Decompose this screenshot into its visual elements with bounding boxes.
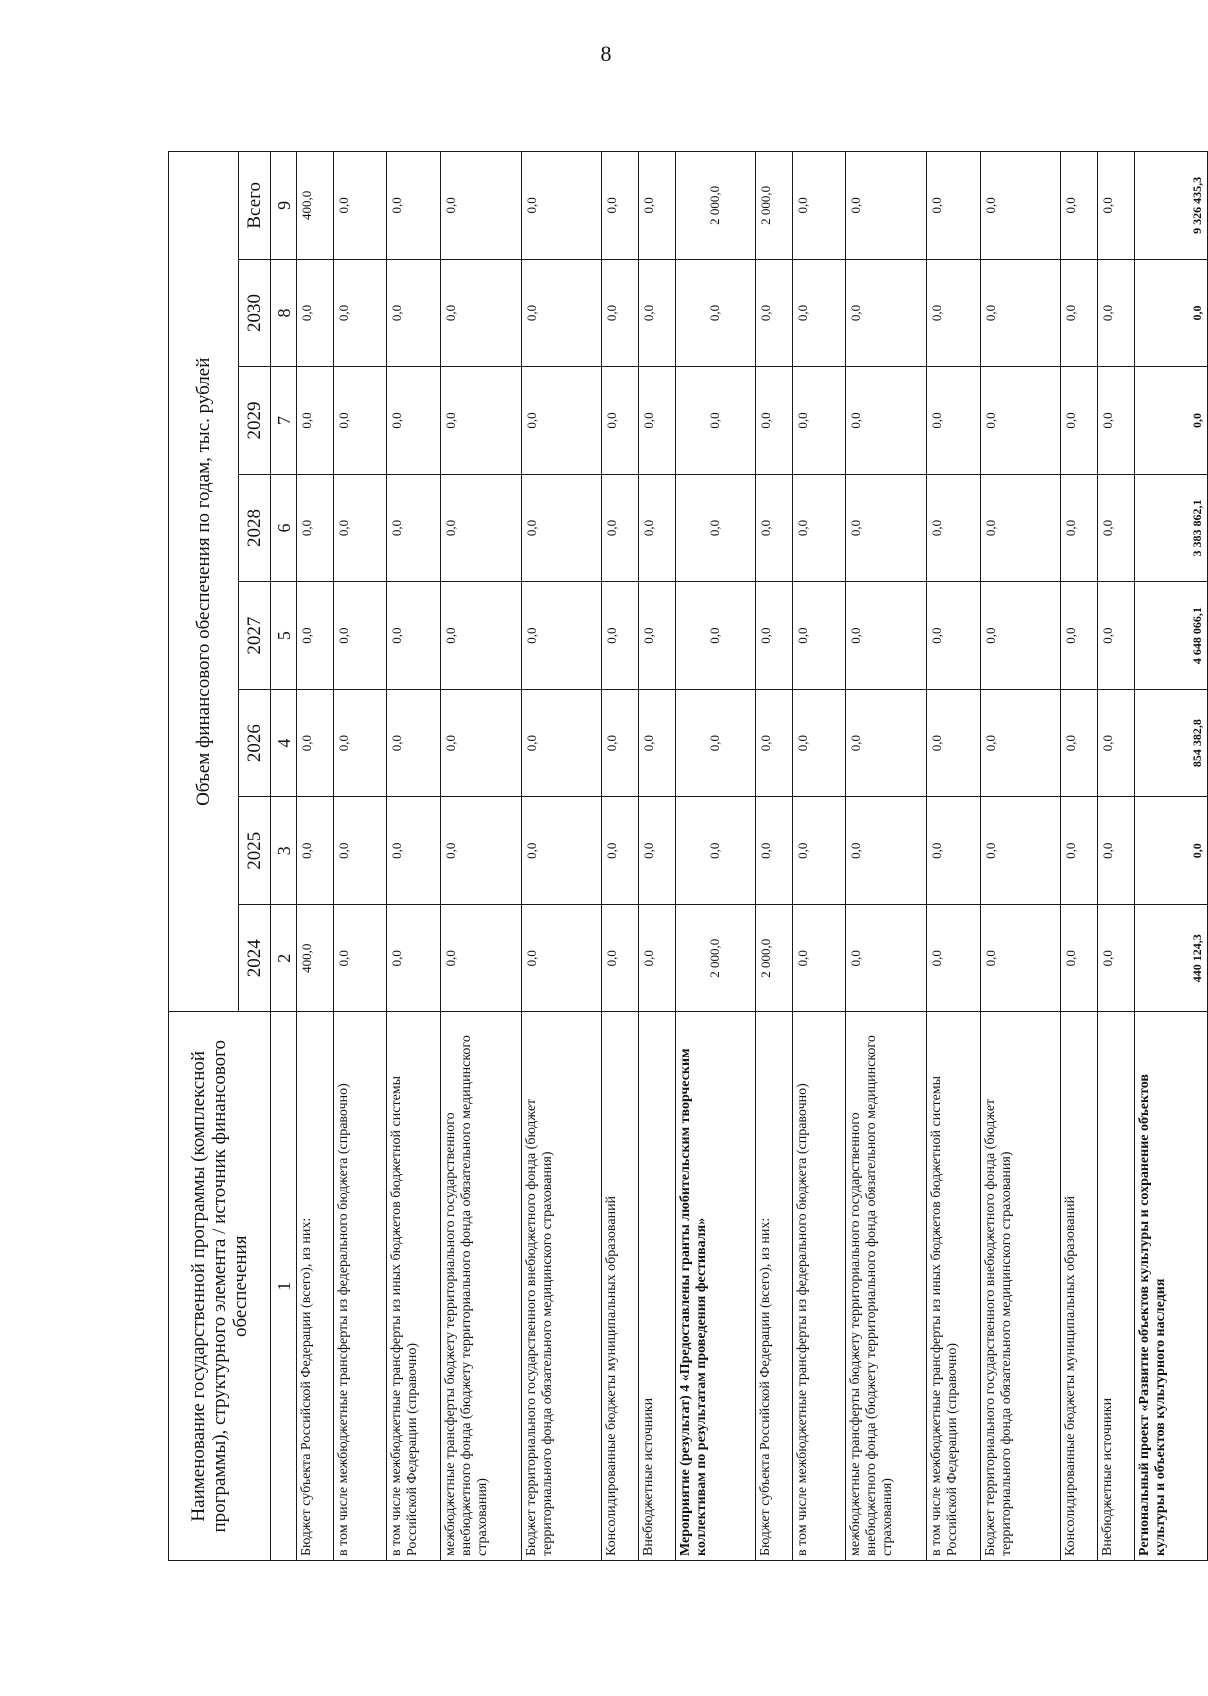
year-header: 2030 <box>239 259 271 367</box>
value-cell: 0,0 <box>927 582 981 690</box>
value-cell: 0,0 <box>333 367 387 475</box>
value-cell: 0,0 <box>675 259 756 367</box>
value-cell: 0,0 <box>1061 582 1098 690</box>
row-label: Бюджет субъекта Российской Федерации (всего), из них: <box>756 1012 793 1561</box>
value-cell: 0,0 <box>980 474 1061 582</box>
value-cell: 0,0 <box>333 904 387 1012</box>
value-cell: 0,0 <box>792 367 846 475</box>
value-cell: 0,0 <box>1097 797 1134 905</box>
value-cell: 0,0 <box>675 689 756 797</box>
value-cell: 0,0 <box>756 689 793 797</box>
row-label: Бюджет территориального государственного внебюджетного фонда (бюджет территориального фонда обязательного медицинского страхования) <box>521 1012 602 1561</box>
value-cell: 0,0 <box>387 367 441 475</box>
value-cell: 0,0 <box>387 904 441 1012</box>
value-cell: 0,0 <box>1061 259 1098 367</box>
value-cell: 0,0 <box>297 797 334 905</box>
value-cell: 0,0 <box>297 582 334 690</box>
table-row <box>846 152 927 1561</box>
value-cell: 0,0 <box>980 904 1061 1012</box>
value-cell: 0,0 <box>387 259 441 367</box>
value-cell: 0,0 <box>675 797 756 905</box>
value-cell: 0,0 <box>1061 797 1098 905</box>
table-row <box>297 152 334 1561</box>
year-header: 2024 <box>239 904 271 1012</box>
table-row <box>980 152 1061 1561</box>
value-cell: 0,0 <box>1097 474 1134 582</box>
value-cell: 0,0 <box>675 582 756 690</box>
value-cell: 0,0 <box>675 474 756 582</box>
value-cell: 0,0 <box>638 904 675 1012</box>
column-index-cell: 8 <box>271 259 297 367</box>
value-cell: 0,0 <box>387 797 441 905</box>
value-cell: 0,0 <box>927 474 981 582</box>
value-cell: 0,0 <box>1061 367 1098 475</box>
value-cell: 0,0 <box>441 689 522 797</box>
table-row <box>333 152 387 1561</box>
value-cell: 0,0 <box>387 474 441 582</box>
value-cell: 0,0 <box>846 474 927 582</box>
value-cell: 0,0 <box>980 259 1061 367</box>
row-label: Консолидированные бюджеты муниципальных образований <box>1061 1012 1098 1561</box>
table-row <box>602 152 639 1561</box>
row-label: Бюджет субъекта Российской Федерации (всего), из них: <box>297 1012 334 1561</box>
header-years-cell: Объем финансового обеспечения по годам, тыс. рублей <box>169 152 239 1013</box>
value-cell: 0,0 <box>756 474 793 582</box>
table-row <box>927 152 981 1561</box>
value-cell: 0,0 <box>1097 582 1134 690</box>
row-label: межбюджетные трансферты бюджету территориального государственного внебюджетного фонда (бюджету территориального фонда обязательного медицинского страхования) <box>846 1012 927 1561</box>
table-row <box>1061 152 1098 1561</box>
value-cell: 0,0 <box>441 259 522 367</box>
row-label: Мероприятие (результат) 4 «Предоставлены гранты любительским творческим коллективам по результатам проведения фестиваля» <box>675 1012 756 1561</box>
value-cell: 0,0 <box>756 259 793 367</box>
column-index-cell: 7 <box>271 367 297 475</box>
value-cell: 0,0 <box>521 152 602 260</box>
value-cell: 2 000,0 <box>675 904 756 1012</box>
value-cell: 0,0 <box>521 582 602 690</box>
value-cell: 0,0 <box>297 474 334 582</box>
value-cell: 0,0 <box>521 474 602 582</box>
value-cell: 0,0 <box>756 582 793 690</box>
value-cell: 0,0 <box>602 474 639 582</box>
value-cell: 0,0 <box>441 367 522 475</box>
table-row <box>387 152 441 1561</box>
year-header: 2025 <box>239 797 271 905</box>
row-label: Внебюджетные источники <box>1097 1012 1134 1561</box>
value-cell: 0,0 <box>792 582 846 690</box>
value-cell: 440 124,3 <box>1134 904 1207 1012</box>
value-cell: 0,0 <box>638 797 675 905</box>
value-cell: 0,0 <box>927 152 981 260</box>
value-cell: 0,0 <box>387 582 441 690</box>
year-header: 2028 <box>239 474 271 582</box>
column-index-cell: 3 <box>271 797 297 905</box>
value-cell: 0,0 <box>846 582 927 690</box>
row-label: Консолидированные бюджеты муниципальных образований <box>602 1012 639 1561</box>
value-cell: 0,0 <box>792 259 846 367</box>
value-cell: 0,0 <box>602 152 639 260</box>
rotated-table-sheet <box>168 151 1208 1561</box>
column-index-cell: 6 <box>271 474 297 582</box>
value-cell: 0,0 <box>1061 904 1098 1012</box>
value-cell: 0,0 <box>980 797 1061 905</box>
value-cell: 0,0 <box>638 259 675 367</box>
value-cell: 400,0 <box>297 904 334 1012</box>
value-cell: 0,0 <box>927 689 981 797</box>
table-row <box>441 152 522 1561</box>
value-cell: 0,0 <box>521 367 602 475</box>
value-cell: 0,0 <box>927 259 981 367</box>
value-cell: 0,0 <box>927 367 981 475</box>
value-cell: 0,0 <box>333 797 387 905</box>
value-cell: 0,0 <box>792 904 846 1012</box>
value-cell: 0,0 <box>602 259 639 367</box>
table-row <box>756 152 793 1561</box>
value-cell: 0,0 <box>602 689 639 797</box>
value-cell: 0,0 <box>333 152 387 260</box>
header-name-cell: Наименование государственной программы (комплексной программы), структурного элемента / источник финансового обеспечения <box>169 1012 271 1561</box>
value-cell: 0,0 <box>297 689 334 797</box>
financing-table <box>168 151 1208 1561</box>
value-cell: 0,0 <box>756 797 793 905</box>
table-row <box>675 152 756 1561</box>
value-cell: 0,0 <box>846 152 927 260</box>
value-cell: 0,0 <box>441 474 522 582</box>
table-row <box>638 152 675 1561</box>
year-header: Всего <box>239 152 271 260</box>
value-cell: 0,0 <box>1097 152 1134 260</box>
value-cell: 0,0 <box>756 367 793 475</box>
value-cell: 0,0 <box>1061 689 1098 797</box>
value-cell: 0,0 <box>980 582 1061 690</box>
value-cell: 0,0 <box>980 689 1061 797</box>
value-cell: 0,0 <box>792 797 846 905</box>
value-cell: 0,0 <box>1097 904 1134 1012</box>
value-cell: 0,0 <box>846 689 927 797</box>
value-cell: 0,0 <box>1097 367 1134 475</box>
row-label: в том числе межбюджетные трансферты из иных бюджетов бюджетной системы Российской Федерации (справочно) <box>927 1012 981 1561</box>
value-cell: 0,0 <box>846 259 927 367</box>
value-cell: 2 000,0 <box>756 904 793 1012</box>
value-cell: 2 000,0 <box>756 152 793 260</box>
value-cell: 4 648 066,1 <box>1134 582 1207 690</box>
value-cell: 2 000,0 <box>675 152 756 260</box>
value-cell: 3 383 862,1 <box>1134 474 1207 582</box>
value-cell: 0,0 <box>297 367 334 475</box>
value-cell: 0,0 <box>638 474 675 582</box>
value-cell: 0,0 <box>927 904 981 1012</box>
value-cell: 0,0 <box>297 259 334 367</box>
value-cell: 0,0 <box>333 582 387 690</box>
column-index-cell: 2 <box>271 904 297 1012</box>
value-cell: 0,0 <box>1097 689 1134 797</box>
row-label: в том числе межбюджетные трансферты из федерального бюджета (справочно) <box>333 1012 387 1561</box>
value-cell: 0,0 <box>333 259 387 367</box>
page-number: 8 <box>600 41 612 66</box>
value-cell: 0,0 <box>638 582 675 690</box>
column-index-cell: 5 <box>271 582 297 690</box>
year-header: 2026 <box>239 689 271 797</box>
row-label: Внебюджетные источники <box>638 1012 675 1561</box>
value-cell: 9 326 435,3 <box>1134 152 1207 260</box>
value-cell: 0,0 <box>1134 367 1207 475</box>
table-row <box>1097 152 1134 1561</box>
value-cell: 0,0 <box>521 797 602 905</box>
value-cell: 0,0 <box>441 797 522 905</box>
column-index-cell: 4 <box>271 689 297 797</box>
value-cell: 0,0 <box>521 904 602 1012</box>
value-cell: 0,0 <box>927 797 981 905</box>
value-cell: 0,0 <box>675 367 756 475</box>
value-cell: 0,0 <box>846 367 927 475</box>
value-cell: 0,0 <box>521 259 602 367</box>
column-index-cell: 1 <box>271 1012 297 1561</box>
value-cell: 0,0 <box>980 152 1061 260</box>
value-cell: 0,0 <box>1097 259 1134 367</box>
table-row <box>521 152 602 1561</box>
value-cell: 0,0 <box>441 152 522 260</box>
row-label: Бюджет территориального государственного внебюджетного фонда (бюджет территориального фонда обязательного медицинского страхования) <box>980 1012 1061 1561</box>
column-index-cell: 9 <box>271 152 297 260</box>
value-cell: 0,0 <box>846 904 927 1012</box>
value-cell: 0,0 <box>521 689 602 797</box>
value-cell: 0,0 <box>980 367 1061 475</box>
value-cell: 0,0 <box>792 689 846 797</box>
table-row <box>1134 152 1207 1561</box>
value-cell: 854 382,8 <box>1134 689 1207 797</box>
row-label: Региональный проект «Развитие объектов культуры и сохранение объектов культуры и объектов культурного наследия <box>1134 1012 1207 1561</box>
value-cell: 0,0 <box>387 152 441 260</box>
value-cell: 0,0 <box>1134 797 1207 905</box>
row-label: в том числе межбюджетные трансферты из федерального бюджета (справочно) <box>792 1012 846 1561</box>
value-cell: 0,0 <box>333 474 387 582</box>
row-label: межбюджетные трансферты бюджету территориального государственного внебюджетного фонда (бюджету территориального фонда обязательного медицинского страхования) <box>441 1012 522 1561</box>
value-cell: 0,0 <box>441 582 522 690</box>
value-cell: 0,0 <box>602 797 639 905</box>
table-row <box>792 152 846 1561</box>
value-cell: 0,0 <box>333 689 387 797</box>
year-header: 2027 <box>239 582 271 690</box>
value-cell: 0,0 <box>441 904 522 1012</box>
value-cell: 0,0 <box>792 474 846 582</box>
value-cell: 0,0 <box>1134 259 1207 367</box>
year-header: 2029 <box>239 367 271 475</box>
value-cell: 0,0 <box>602 904 639 1012</box>
value-cell: 0,0 <box>638 689 675 797</box>
value-cell: 0,0 <box>638 367 675 475</box>
value-cell: 400,0 <box>297 152 334 260</box>
value-cell: 0,0 <box>602 367 639 475</box>
value-cell: 0,0 <box>602 582 639 690</box>
value-cell: 0,0 <box>638 152 675 260</box>
value-cell: 0,0 <box>387 689 441 797</box>
value-cell: 0,0 <box>792 152 846 260</box>
value-cell: 0,0 <box>1061 152 1098 260</box>
value-cell: 0,0 <box>1061 474 1098 582</box>
row-label: в том числе межбюджетные трансферты из иных бюджетов бюджетной системы Российской Федерации (справочно) <box>387 1012 441 1561</box>
value-cell: 0,0 <box>846 797 927 905</box>
